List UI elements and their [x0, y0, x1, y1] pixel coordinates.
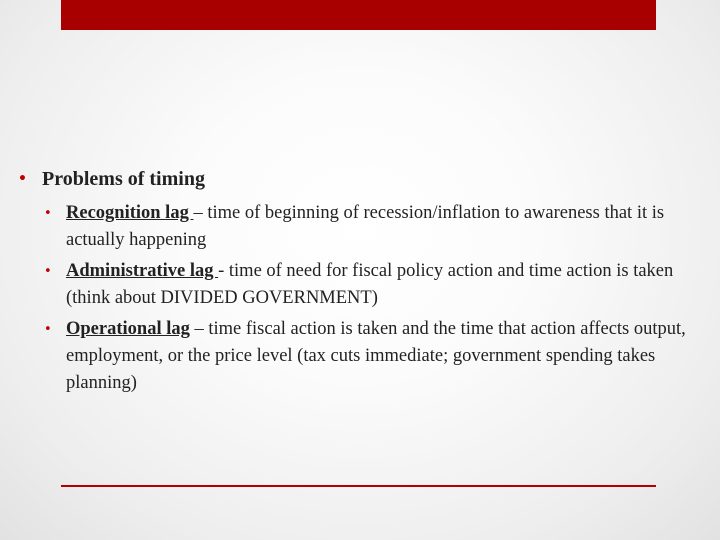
list-item-body: [66, 258, 704, 312]
definition-recognition-lag: – time of beginning of recession/inflation to awareness that it is actually happening: [66, 203, 665, 250]
term-recognition-lag: Recognition lag: [66, 203, 194, 223]
slide-heading: Problems of timing: [42, 168, 205, 190]
bullet-level1: [18, 166, 205, 192]
definition-operational-lag: – time fiscal action is taken and the time that action affects output, employment, or the price level (tax cuts immediate; government spending takes planning): [66, 319, 686, 393]
list-item-body: [66, 200, 704, 254]
term-administrative-lag: Administrative lag: [66, 261, 219, 281]
bullet-dot-icon: •: [44, 264, 52, 279]
definition-administrative-lag: - time of need for fiscal policy action and time action is taken (think about DIVIDED GOVERNMENT): [66, 261, 674, 308]
bullet-dot-icon: •: [44, 322, 52, 337]
list-item-body: [66, 316, 704, 397]
bullet-dot-icon: •: [18, 171, 27, 187]
list-item-operational-lag: [44, 316, 704, 397]
bottom-divider: [61, 485, 656, 487]
top-accent-bar: [61, 0, 656, 30]
bullet-dot-icon: •: [44, 206, 52, 221]
list-item-administrative-lag: [44, 258, 704, 312]
list-item-recognition-lag: [44, 200, 704, 254]
term-operational-lag: Operational lag: [66, 319, 190, 339]
